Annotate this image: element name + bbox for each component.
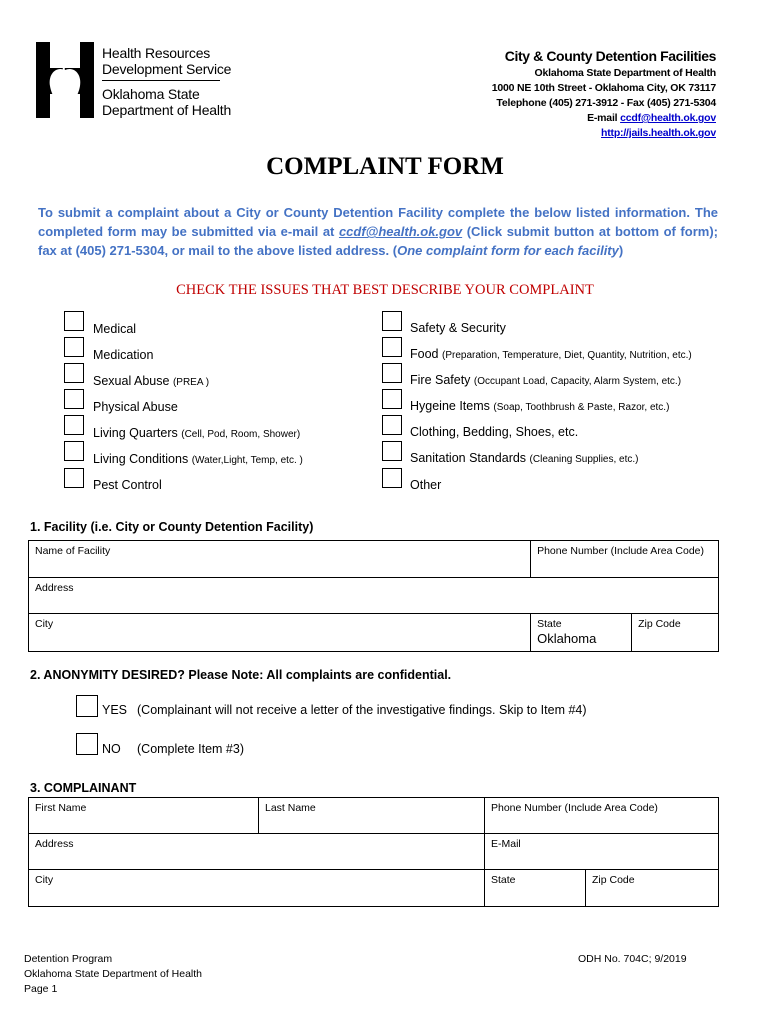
issue-label-safety-security [410,321,506,335]
issue-name: Living Quarters [93,426,178,440]
intro-paragraph [38,203,718,260]
complainant-zip-label: Zip Code [592,874,635,886]
header-address: 1000 NE 10th Street - Oklahoma City, OK 73117 [491,82,716,94]
intro-text-1: To submit a complaint about a City or County Detention Facility complete the below listed information. The completed form may be submitted via e-mail at [38,205,718,239]
footer-form-number: ODH No. 704C; 9/2019 [578,953,687,965]
issue-name: Living Conditions [93,452,189,466]
checkbox-clothing[interactable] [382,415,402,435]
checkbox-safety-security[interactable] [382,311,402,331]
issue-detail: (Occupant Load, Capacity, Alarm System, etc.) [473,376,682,387]
issue-label-physical-abuse [93,400,178,414]
header-url-link[interactable]: http://jails.health.ok.gov [601,127,716,139]
complainant-address-label: Address [35,838,74,850]
issue-label-medical [93,322,136,336]
issue-name: Other [410,478,442,492]
complainant-table [28,797,719,907]
issue-name: Food [410,347,439,361]
facility-state-field[interactable] [531,614,632,652]
checkbox-living-quarters[interactable] [64,415,84,435]
anonymity-no-label: NO [102,742,121,756]
org-name-line-3: Oklahoma State [102,86,200,102]
complainant-email-field[interactable] [485,834,719,870]
anonymity-yes-note: (Complainant will not receive a letter of the investigative findings. Skip to Item #4) [137,703,587,717]
form-title: COMPLAINT FORM [266,153,504,180]
issue-name: Pest Control [93,478,162,492]
facility-address-label: Address [35,582,74,594]
issue-name: Physical Abuse [93,400,178,414]
issue-name: Clothing, Bedding, Shoes, etc. [410,425,579,439]
checkbox-hygeine-items[interactable] [382,389,402,409]
checkbox-medical[interactable] [64,311,84,331]
footer-department: Oklahoma State Department of Health [24,968,203,980]
issue-label-clothing [410,425,578,439]
issue-label-other [410,478,441,492]
section1-heading: 1. Facility (i.e. City or County Detention Facility) [30,520,314,534]
complainant-city-label: City [35,874,54,886]
org-name-line-4: Department of Health [102,102,232,118]
intro-text-2: (Click submit button at bottom of form); fax at (405) 271-5304, or mail to the above listed address. ( [38,224,718,258]
issue-label-fire-safety [410,373,681,387]
complainant-state-field[interactable] [485,870,586,907]
issue-detail: (PREA ) [172,377,210,388]
facility-city-field[interactable] [29,614,531,652]
issues-heading: CHECK THE ISSUES THAT BEST DESCRIBE YOUR COMPLAINT [176,282,594,298]
facility-state-value: Oklahoma [537,631,597,646]
checkbox-anonymity-yes[interactable] [76,695,98,717]
footer-left [24,952,202,997]
checkbox-other[interactable] [382,468,402,488]
facility-table [28,540,719,652]
facility-phone-label: Phone Number (Include Area Code) [537,545,705,557]
anonymity-yes-label: YES [102,703,128,717]
checkbox-anonymity-no[interactable] [76,733,98,755]
footer-page-number: Page 1 [24,983,58,995]
issue-name: Hygeine Items [410,399,490,413]
org-name-line-2: Development Service [102,61,232,77]
issue-detail: (Soap, Toothbrush & Paste, Razor, etc.) [493,402,670,413]
section2-heading: 2. ANONYMITY DESIRED? Please Note: All complaints are confidential. [30,668,452,682]
checkbox-sanitation[interactable] [382,441,402,461]
issue-detail: (Cleaning Supplies, etc.) [529,454,639,465]
issue-label-living-conditions [93,452,303,466]
checkbox-food[interactable] [382,337,402,357]
complainant-address-field[interactable] [29,834,485,870]
footer-program: Detention Program [24,953,113,965]
odh-logo-icon [36,42,94,118]
facility-name-label: Name of Facility [35,545,111,557]
issue-name: Fire Safety [410,373,471,387]
issue-detail: (Cell, Pod, Room, Shower) [181,429,301,440]
header-phone: Telephone (405) 271-3912 - Fax (405) 271-5304 [496,97,716,109]
issue-name: Safety & Security [410,321,506,335]
issue-detail: (Water,Light, Temp, etc. ) [191,455,303,466]
complainant-phone-label: Phone Number (Include Area Code) [491,802,658,814]
anonymity-no-note: (Complete Item #3) [137,742,244,756]
header-email-link[interactable]: ccdf@health.ok.gov [620,112,716,124]
checkbox-pest-control[interactable] [64,468,84,488]
header-department: Oklahoma State Department of Health [534,67,716,79]
checkbox-physical-abuse[interactable] [64,389,84,409]
facility-address-field[interactable] [29,578,719,614]
header-email-line [492,111,716,126]
intro-text-3: ) [618,243,624,258]
issue-name: Sanitation Standards [410,451,527,465]
issue-name: Medical [93,322,137,336]
issue-label-hygeine-items [410,399,669,413]
complainant-city-field[interactable] [29,870,485,907]
complainant-state-label: State [491,874,516,886]
checkbox-fire-safety[interactable] [382,363,402,383]
complainant-last-name-field[interactable] [259,798,485,834]
complainant-phone-field[interactable] [485,798,719,834]
section3-heading: 3. COMPLAINANT [30,781,137,795]
facility-name-field[interactable] [29,541,531,578]
first-name-label: First Name [35,802,87,814]
intro-italic-note: One complaint form for each facility [397,243,619,258]
complainant-email-label: E-Mail [491,838,521,850]
header-contact-block [492,46,716,141]
header-email-prefix: E-mail [587,112,621,124]
checkbox-sexual-abuse[interactable] [64,363,84,383]
issue-label-sanitation [410,451,639,465]
header-title: City & County Detention Facilities [504,48,716,64]
issue-detail: (Preparation, Temperature, Diet, Quantity, Nutrition, etc.) [441,350,692,361]
facility-phone-field[interactable] [531,541,719,578]
checkbox-medication[interactable] [64,337,84,357]
checkbox-living-conditions[interactable] [64,441,84,461]
issue-label-sexual-abuse [93,374,209,388]
issue-label-pest-control [93,478,162,492]
issue-label-food [410,347,692,361]
facility-zip-field[interactable] [632,614,719,652]
issue-label-living-quarters [93,426,300,440]
issue-name: Medication [93,348,154,362]
facility-city-label: City [35,618,54,630]
header-url-line [492,126,716,141]
intro-email-link[interactable]: ccdf@health.ok.gov [338,224,463,239]
issue-name: Sexual Abuse [93,374,170,388]
org-divider [102,80,220,81]
last-name-label: Last Name [265,802,316,814]
complainant-first-name-field[interactable] [29,798,259,834]
facility-state-label: State [537,618,562,630]
complainant-zip-field[interactable] [586,870,719,907]
facility-zip-label: Zip Code [638,618,681,630]
org-name-line-1: Health Resources [102,45,211,61]
issue-label-medication [93,348,153,362]
